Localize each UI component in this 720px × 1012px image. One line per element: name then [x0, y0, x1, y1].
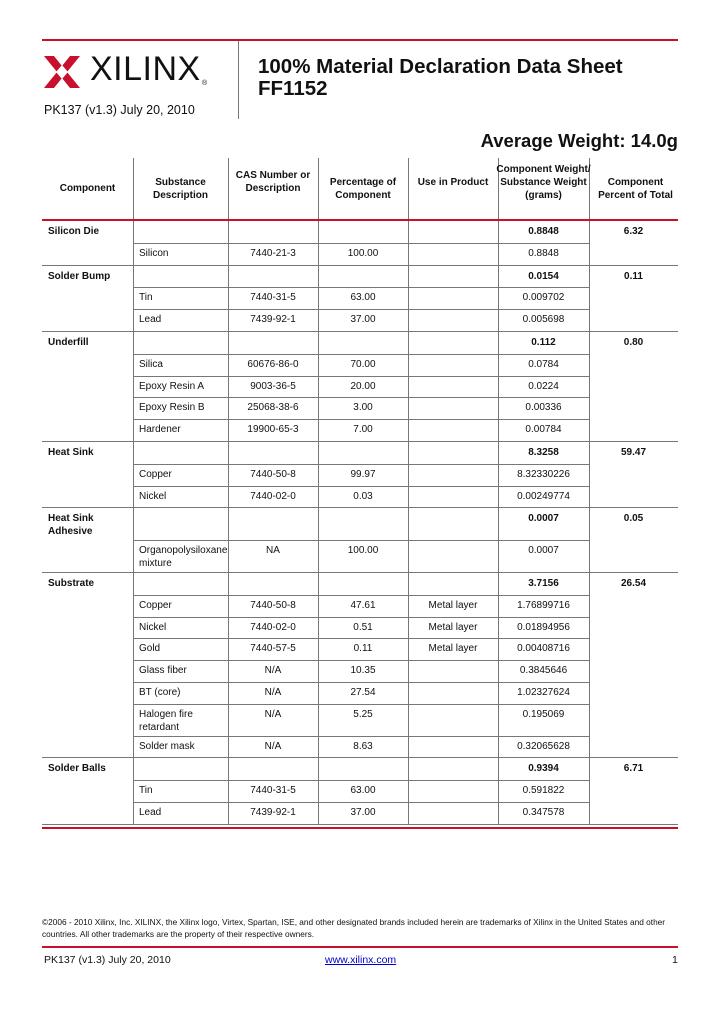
- col-divider: [408, 573, 409, 757]
- cas-number: 7440-02-0: [250, 490, 296, 502]
- cas-number: 7440-50-8: [250, 468, 296, 480]
- col-divider: [498, 573, 499, 757]
- percent-of-component: 63.00: [350, 785, 376, 797]
- col-divider: [408, 508, 409, 572]
- component-weight: 0.9394: [528, 763, 559, 775]
- substance-name: Epoxy Resin B: [139, 402, 205, 414]
- col-divider: [318, 442, 319, 507]
- cas-number: N/A: [264, 687, 282, 698]
- substance-weight: 0.009702: [522, 292, 565, 304]
- group-divider: [42, 757, 678, 758]
- substance-weight: 0.347578: [522, 807, 565, 818]
- substance-name: Solder mask: [139, 740, 195, 752]
- percent-of-component: 0.51: [353, 621, 373, 633]
- col-divider: [318, 266, 319, 331]
- cas-number: NA: [266, 545, 280, 557]
- row-divider: [133, 309, 589, 310]
- substance-name: Glass fiber: [139, 665, 187, 677]
- col-divider: [408, 442, 409, 507]
- row-divider: [133, 595, 589, 596]
- col-divider: [589, 332, 590, 441]
- col-divider: [589, 758, 590, 823]
- row-divider: [133, 704, 589, 705]
- cas-number: 7439-92-1: [250, 807, 296, 818]
- component-weight: 8.3258: [528, 447, 559, 458]
- component-name: Heat Sink: [48, 447, 94, 458]
- col-divider: [408, 266, 409, 331]
- row-divider: [133, 243, 589, 244]
- substance-weight: 0.00408716: [517, 643, 570, 655]
- col-divider: [318, 573, 319, 757]
- substance-name: Silica: [139, 358, 163, 370]
- col-divider: [498, 332, 499, 441]
- col-divider: [318, 508, 319, 572]
- substance-name: Lead: [139, 314, 162, 326]
- col-divider: [589, 442, 590, 507]
- group-divider: [42, 824, 678, 825]
- substance-weight: 1.02327624: [517, 687, 570, 698]
- component-weight: 3.7156: [528, 578, 559, 589]
- component-weight: 0.112: [531, 337, 556, 348]
- component-percent-total: 59.47: [620, 447, 647, 458]
- footer-doc-id: PK137 (v1.3) July 20, 2010: [44, 954, 171, 966]
- percent-of-component: 37.00: [350, 314, 376, 326]
- group-divider: [42, 441, 678, 442]
- row-divider: [133, 638, 589, 639]
- substance-weight: 0.0784: [528, 358, 559, 370]
- substance-name: Tin: [139, 785, 153, 797]
- substance-weight: 1.76899716: [517, 599, 570, 611]
- average-weight: Average Weight: 14.0g: [480, 130, 678, 151]
- substance-weight: 0.32065628: [517, 740, 570, 752]
- component-percent-total: 6.32: [623, 226, 644, 237]
- substance-weight: 0.0224: [528, 380, 559, 392]
- group-divider: [42, 265, 678, 266]
- row-divider: [133, 617, 589, 618]
- component-percent-total: 0.11: [624, 270, 643, 282]
- component-percent-total: 6.71: [623, 763, 644, 775]
- col-divider: [589, 573, 590, 757]
- percent-of-component: 20.00: [350, 380, 376, 392]
- header-col-divider: [408, 158, 409, 219]
- percent-of-component: 7.00: [353, 424, 373, 436]
- col-divider: [498, 508, 499, 572]
- col-divider: [318, 332, 319, 441]
- cas-number: 9003-36-5: [250, 380, 296, 392]
- percent-of-component: 27.54: [350, 687, 376, 698]
- substance-weight: 0.195069: [522, 708, 565, 720]
- header-component: Component: [59, 183, 116, 194]
- percent-of-component: 3.00: [353, 402, 373, 414]
- col-divider: [589, 221, 590, 265]
- col-divider: [498, 221, 499, 265]
- percent-of-component: 63.00: [350, 292, 376, 304]
- row-divider: [133, 376, 589, 377]
- col-divider: [133, 508, 134, 572]
- row-divider: [133, 540, 589, 541]
- percent-of-component: 37.00: [350, 807, 376, 818]
- col-divider: [408, 758, 409, 823]
- component-percent-total: 26.54: [620, 578, 647, 589]
- component-weight: 0.0007: [528, 513, 559, 525]
- registered-mark: ®: [202, 80, 208, 87]
- row-divider: [133, 682, 589, 683]
- substance-name: BT (core): [139, 687, 181, 698]
- substance-name: Hardener: [139, 424, 181, 436]
- page-number: 1: [672, 954, 678, 966]
- substance-weight: 0.00784: [525, 424, 562, 436]
- substance-name: Organopolysiloxane mixture: [139, 545, 228, 570]
- cas-number: 60676-86-0: [247, 358, 299, 370]
- use-in-product: Metal layer: [428, 599, 478, 611]
- component-weight: 0.0154: [528, 270, 559, 282]
- cas-number: N/A: [264, 740, 282, 752]
- col-divider: [498, 266, 499, 331]
- col-divider: [133, 758, 134, 823]
- cas-number: 7440-57-5: [250, 643, 296, 655]
- percent-of-component: 99.97: [350, 468, 376, 480]
- cas-number: 19900-65-3: [247, 424, 299, 436]
- percent-of-component: 70.00: [350, 358, 376, 370]
- col-divider: [133, 221, 134, 265]
- footer-rule: [42, 946, 678, 948]
- group-divider: [42, 572, 678, 573]
- substance-weight: 0.00249774: [517, 490, 570, 502]
- substance-weight: 0.005698: [522, 314, 565, 326]
- cas-number: 7440-21-3: [250, 247, 296, 259]
- col-divider: [228, 332, 229, 441]
- header-percent: Percentage of Component: [329, 176, 397, 201]
- col-divider: [589, 266, 590, 331]
- percent-of-component: 0.03: [353, 490, 373, 502]
- col-divider: [228, 508, 229, 572]
- component-name: Underfill: [48, 337, 89, 348]
- header-cas: CAS Number or Description: [235, 170, 311, 194]
- title-line-1: 100% Material Declaration Data Sheet: [258, 55, 623, 78]
- cas-number: 7440-31-5: [250, 785, 296, 797]
- percent-of-component: 47.61: [350, 599, 376, 611]
- legal-notice: ©2006 - 2010 Xilinx, Inc. XILINX, the Xilinx logo, Virtex, Spartan, ISE, and other designated brands included herein are trademarks of Xilinx in the United States and other countries. All other trademarks are the property of their respective owners.: [42, 917, 666, 939]
- substance-name: Silicon: [139, 247, 169, 259]
- component-percent-total: 0.05: [623, 513, 644, 525]
- row-divider: [133, 419, 589, 420]
- header-use: Use in Product: [417, 176, 489, 188]
- substance-name: Nickel: [139, 621, 167, 633]
- col-divider: [228, 221, 229, 265]
- component-percent-total: 0.80: [623, 337, 644, 348]
- substance-name: Halogen fire retardant: [139, 708, 193, 733]
- cas-number: 7440-02-0: [250, 621, 296, 633]
- group-divider: [42, 331, 678, 332]
- col-divider: [228, 442, 229, 507]
- col-divider: [318, 758, 319, 823]
- percent-of-component: 100.00: [347, 545, 379, 557]
- component-name: Substrate: [48, 578, 95, 589]
- header-rule: [42, 219, 678, 221]
- substance-name: Lead: [139, 807, 162, 818]
- substance-weight: 0.01894956: [517, 621, 570, 633]
- col-divider: [228, 573, 229, 757]
- col-divider: [408, 332, 409, 441]
- col-divider: [498, 758, 499, 823]
- col-divider: [133, 573, 134, 757]
- substance-weight: 0.591822: [522, 785, 565, 797]
- substance-name: Nickel: [139, 490, 167, 502]
- group-divider: [42, 507, 678, 508]
- substance-weight: 0.00336: [525, 402, 562, 414]
- substance-name: Gold: [139, 643, 161, 655]
- percent-of-component: 10.35: [350, 665, 376, 677]
- percent-of-component: 8.63: [353, 740, 373, 752]
- row-divider: [133, 354, 589, 355]
- component-weight: 0.8848: [528, 226, 559, 237]
- cas-number: 7440-50-8: [250, 599, 296, 611]
- row-divider: [133, 736, 589, 737]
- substance-name: Copper: [139, 468, 172, 480]
- use-in-product: Metal layer: [428, 621, 478, 633]
- cas-number: 7439-92-1: [250, 314, 296, 326]
- substance-name: Copper: [139, 599, 172, 611]
- row-divider: [133, 660, 589, 661]
- substance-weight: 0.0007: [528, 545, 559, 557]
- cas-number: N/A: [264, 665, 282, 677]
- col-divider: [408, 221, 409, 265]
- component-name: Solder Bump: [48, 270, 111, 282]
- col-divider: [318, 221, 319, 265]
- substance-name: Epoxy Resin A: [139, 380, 205, 392]
- row-divider: [133, 397, 589, 398]
- percent-of-component: 100.00: [347, 247, 379, 259]
- col-divider: [589, 508, 590, 572]
- component-name: Solder Balls: [48, 763, 106, 775]
- row-divider: [133, 464, 589, 465]
- col-divider: [228, 266, 229, 331]
- col-divider: [228, 758, 229, 823]
- logo-wordmark: XILINX: [90, 50, 201, 88]
- header-col-divider: [318, 158, 319, 219]
- use-in-product: Metal layer: [428, 643, 478, 655]
- header-col-divider: [228, 158, 229, 219]
- cas-number: N/A: [264, 708, 282, 720]
- table-bottom-rule: [42, 827, 678, 829]
- cas-number: 7440-31-5: [250, 292, 296, 304]
- header-total: Component Percent of Total: [598, 176, 673, 201]
- percent-of-component: 5.25: [353, 708, 373, 720]
- row-divider: [133, 780, 589, 781]
- xilinx-website-link[interactable]: www.xilinx.com: [325, 954, 397, 966]
- cas-number: 25068-38-6: [247, 402, 299, 414]
- row-divider: [133, 802, 589, 803]
- title-line-2: FF1152: [258, 77, 328, 100]
- substance-weight: 8.32330226: [517, 468, 570, 480]
- row-divider: [133, 287, 589, 288]
- header-weight: Component Weight/ Substance Weight (grams): [496, 163, 591, 201]
- header-substance: Substance Description: [152, 176, 208, 201]
- substance-weight: 0.3845646: [519, 665, 568, 677]
- substance-name: Tin: [139, 292, 153, 304]
- col-divider: [133, 332, 134, 441]
- percent-of-component: 0.11: [353, 643, 373, 655]
- header-col-divider: [133, 158, 134, 219]
- col-divider: [498, 442, 499, 507]
- component-name: Silicon Die: [48, 226, 100, 237]
- col-divider: [133, 442, 134, 507]
- row-divider: [133, 486, 589, 487]
- component-name: Heat Sink Adhesive: [48, 513, 94, 538]
- substance-weight: 0.8848: [528, 247, 559, 259]
- doc-id: PK137 (v1.3) July 20, 2010: [44, 103, 195, 117]
- col-divider: [133, 266, 134, 331]
